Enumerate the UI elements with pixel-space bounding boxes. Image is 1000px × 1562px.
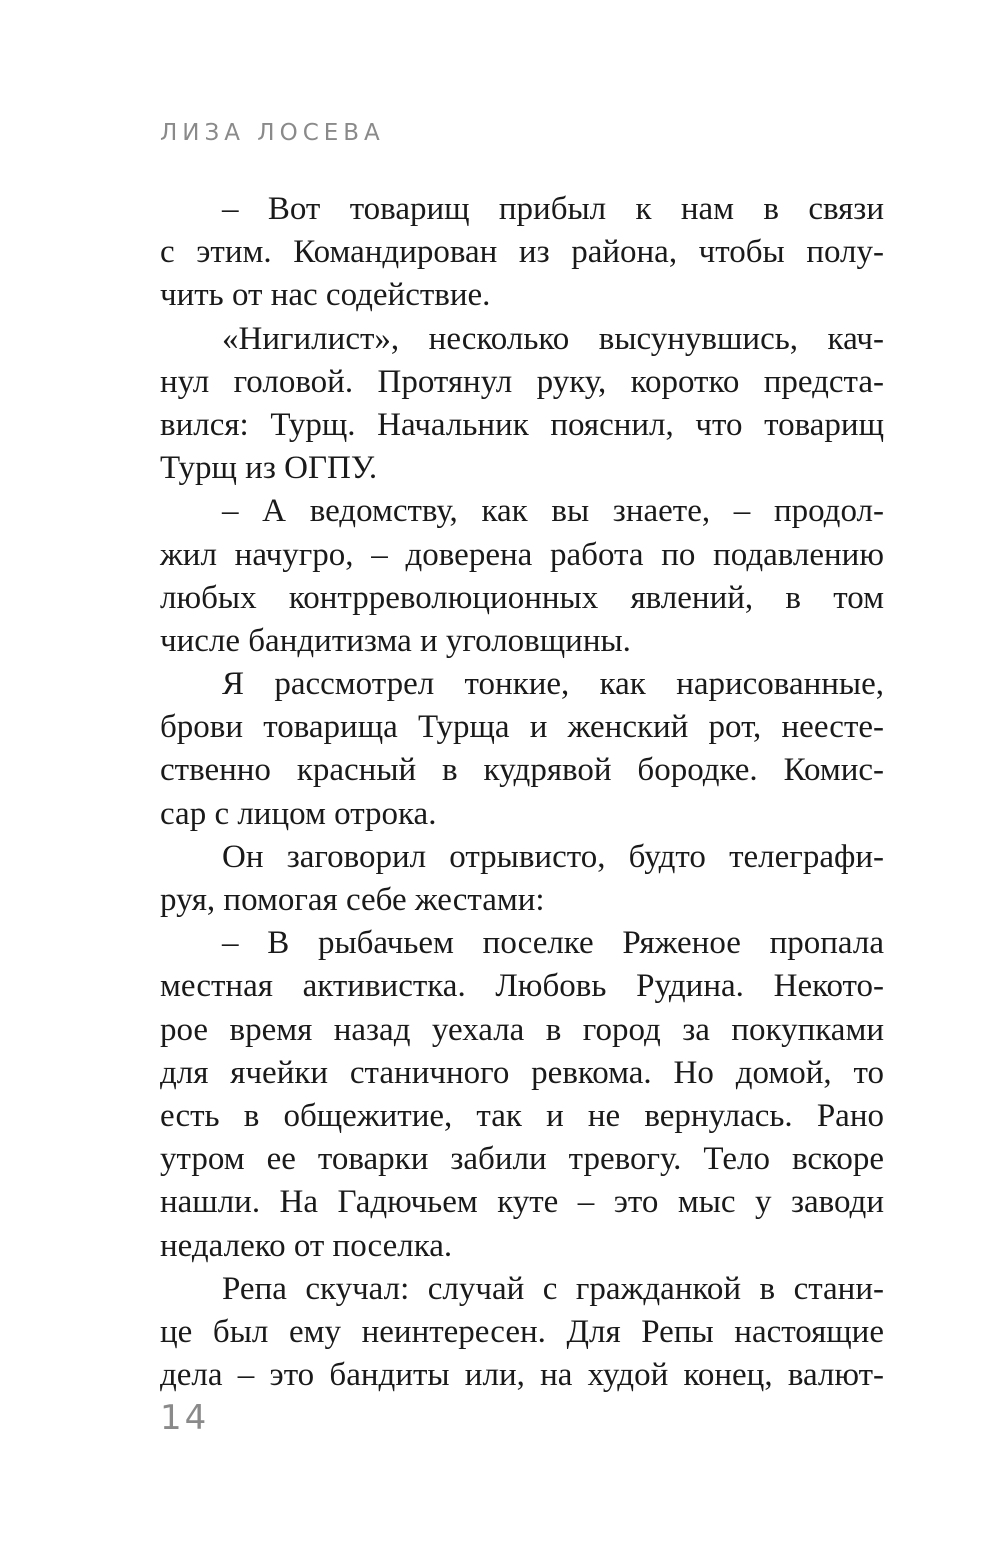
text-line: – Вот товарищ прибыл к нам в связи xyxy=(222,191,884,227)
text-line: любых контрреволюционных явлений, в том xyxy=(160,579,884,616)
running-head-author: ЛИЗА ЛОСЕВА xyxy=(160,120,385,146)
text-line: Я рассмотрел тонкие, как нарисованные, xyxy=(222,666,884,703)
text-line: числе бандитизма и уголовщины. xyxy=(160,622,631,659)
text-line: ственно красный в кудрявой бородке. Комис- xyxy=(160,752,884,789)
text-line: с этим. Командирован из района, чтобы полу- xyxy=(160,234,884,271)
text-line: нашли. На Гадючьем куте – это мыс у заводи xyxy=(160,1184,884,1221)
text-line: для ячейки станичного ревкома. Но домой, то xyxy=(160,1054,884,1091)
text-line: жил начугро, – доверена работа по подавлению xyxy=(160,536,884,573)
text-line: Репа скучал: случай с гражданкой в стани- xyxy=(222,1270,884,1307)
text-line: руя, помогая себе жестами: xyxy=(160,882,545,918)
text-line: недалеко от поселка. xyxy=(160,1227,453,1264)
text-line: рое время назад уехала в город за покупками xyxy=(160,1011,884,1048)
text-line: нул головой. Протянул руку, коротко предста- xyxy=(160,363,884,400)
text-line: – В рыбачьем поселке Ряженое пропала xyxy=(222,925,884,962)
text-line: сар с лицом отрока. xyxy=(160,795,437,832)
text-line: – А ведомству, как вы знаете, – продол- xyxy=(222,493,884,530)
text-line: есть в общежитие, так и не вернулась. Рано xyxy=(160,1097,884,1134)
page-number: 14 xyxy=(160,1398,210,1438)
text-line: местная активистка. Любовь Рудина. Некото- xyxy=(160,968,884,1005)
text-line: чить от нас содействие. xyxy=(160,277,491,314)
text-line: Турщ из ОГПУ. xyxy=(160,450,378,487)
text-line: брови товарища Турща и женский рот, неесте- xyxy=(160,709,884,746)
text-line: утром ее товарки забили тревогу. Тело вскоре xyxy=(160,1141,884,1178)
text-line: Он заговорил отрывисто, будто телеграфи- xyxy=(222,838,884,875)
text-line: дела – это бандиты или, на худой конец, валют- xyxy=(160,1357,884,1394)
body-text xyxy=(160,188,884,1397)
text-line: вился: Турщ. Начальник пояснил, что товарищ xyxy=(160,406,884,443)
text-line: «Нигилист», несколько высунувшись, кач- xyxy=(222,320,884,357)
text-line: це был ему неинтересен. Для Репы настоящие xyxy=(160,1313,884,1350)
